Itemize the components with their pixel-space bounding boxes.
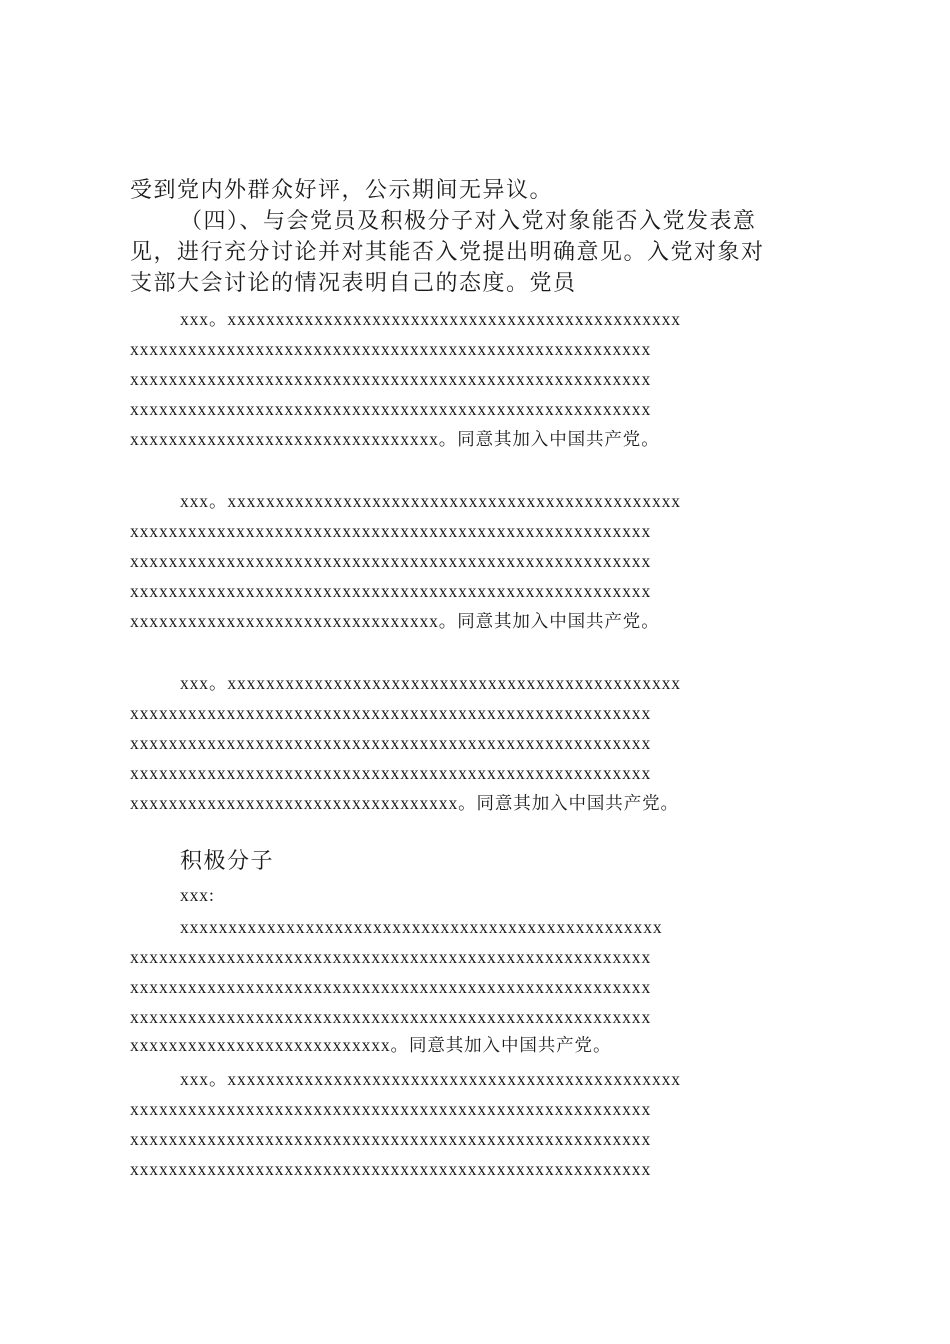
paragraph-line: xxx。xxxxxxxxxxxxxxxxxxxxxxxxxxxxxxxxxxxxxxxxxxxxxxx bbox=[180, 491, 681, 511]
paragraph-line: xxxxxxxxxxxxxxxxxxxxxxxxxxxxxxxxxxxxxxxxxxxxxxxxxxxxxx bbox=[130, 703, 652, 723]
paragraph-line: xxxxxxxxxxxxxxxxxxxxxxxxxxxxxxxxxxxxxxxxxxxxxxxxxxxxxx bbox=[130, 551, 652, 571]
paragraph-line: xxxxxxxxxxxxxxxxxxxxxxxxxxxxxxxxxxxxxxxxxxxxxxxxxxxxxx bbox=[130, 763, 652, 783]
paragraph-line: xxx。xxxxxxxxxxxxxxxxxxxxxxxxxxxxxxxxxxxxxxxxxxxxxxx bbox=[180, 1069, 681, 1089]
paragraph-line: xxxxxxxxxxxxxxxxxxxxxxxxxxxxxxxxxxxxxxxxxxxxxxxxxxxxxx bbox=[130, 977, 652, 997]
paragraph-line: xxxxxxxxxxxxxxxxxxxxxxxxxxxxxxxxxxxxxxxxxxxxxxxxxxxxxx bbox=[130, 581, 652, 601]
paragraph-line: xxxxxxxxxxxxxxxxxxxxxxxxxxxxxxxx。同意其加入中国共产党。 bbox=[130, 611, 660, 631]
paragraph-line: xxxxxxxxxxxxxxxxxxxxxxxxxxxxxxxxxxxxxxxxxxxxxxxxxxxxxx bbox=[130, 399, 652, 419]
paragraph-line: xxxxxxxxxxxxxxxxxxxxxxxxxxx。同意其加入中国共产党。 bbox=[130, 1035, 612, 1055]
paragraph-line: xxxxxxxxxxxxxxxxxxxxxxxxxxxxxxxxxxxxxxxxxxxxxxxxxxxxxx bbox=[130, 1007, 652, 1027]
paragraph-line: xxxxxxxxxxxxxxxxxxxxxxxxxxxxxxxxxxxxxxxxxxxxxxxxxxxxxx bbox=[130, 733, 652, 753]
intro-line-1: 受到党内外群众好评，公示期间无异议。 bbox=[130, 178, 554, 203]
paragraph-line: xxxxxxxxxxxxxxxxxxxxxxxxxxxxxxxxxxxxxxxxxxxxxxxxxxxxxx bbox=[130, 369, 652, 389]
activist-name: xxx: bbox=[180, 885, 215, 905]
intro-line-4: 支部大会讨论的情况表明自己的态度。党员 bbox=[130, 271, 577, 296]
paragraph-line: xxxxxxxxxxxxxxxxxxxxxxxxxxxxxxxxxxxxxxxxxxxxxxxxxxxxxx bbox=[130, 521, 652, 541]
paragraph-line: xxxxxxxxxxxxxxxxxxxxxxxxxxxxxxxxxxxxxxxxxxxxxxxxxxxxxx bbox=[130, 339, 652, 359]
paragraph-line: xxx。xxxxxxxxxxxxxxxxxxxxxxxxxxxxxxxxxxxxxxxxxxxxxxx bbox=[180, 309, 681, 329]
paragraph-line: xxxxxxxxxxxxxxxxxxxxxxxxxxxxxxxxxxxxxxxxxxxxxxxxxxxxxx bbox=[130, 1159, 652, 1179]
paragraph-line: xxxxxxxxxxxxxxxxxxxxxxxxxxxxxxxxxxxxxxxxxxxxxxxxxxxxxx bbox=[130, 947, 652, 967]
section-heading-activists: 积极分子 bbox=[180, 849, 275, 874]
paragraph-line: xxx。xxxxxxxxxxxxxxxxxxxxxxxxxxxxxxxxxxxxxxxxxxxxxxx bbox=[180, 673, 681, 693]
paragraph-line: xxxxxxxxxxxxxxxxxxxxxxxxxxxxxxxx。同意其加入中国共产党。 bbox=[130, 429, 660, 449]
paragraph-line: xxxxxxxxxxxxxxxxxxxxxxxxxxxxxxxxxxxxxxxxxxxxxxxxxx bbox=[180, 917, 663, 937]
intro-line-2: （四）、与会党员及积极分子对入党对象能否入党发表意 bbox=[180, 209, 757, 234]
paragraph-line: xxxxxxxxxxxxxxxxxxxxxxxxxxxxxxxxxxxxxxxxxxxxxxxxxxxxxx bbox=[130, 1129, 652, 1149]
intro-line-3: 见，进行充分讨论并对其能否入党提出明确意见。入党对象对 bbox=[130, 240, 765, 265]
paragraph-line: xxxxxxxxxxxxxxxxxxxxxxxxxxxxxxxxxx。同意其加入中国共产党。 bbox=[130, 793, 679, 813]
paragraph-line: xxxxxxxxxxxxxxxxxxxxxxxxxxxxxxxxxxxxxxxxxxxxxxxxxxxxxx bbox=[130, 1099, 652, 1119]
